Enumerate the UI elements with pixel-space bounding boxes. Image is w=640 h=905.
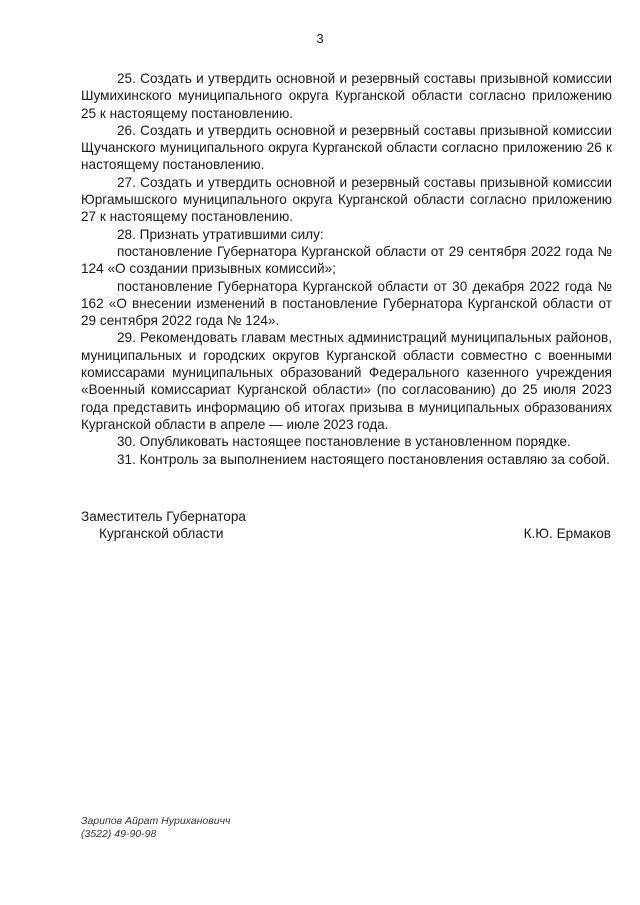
executor-name: Зарипов Айрат Нурихановичч [81,815,231,827]
paragraph-25: 25. Создать и утвердить основной и резервный составы призывной комиссии Шумихинского муниципального округа Курганской области согласно приложению 25 к настоящему постановлению. [81,71,612,121]
paragraph-29: 29. Рекомендовать главам местных администраций муниципальных районов, муниципальных и городских округов Курганской области совместно с военными комиссарами муниципальных образований Федерального казенного учреждения «Военный комиссариат Курганской области» (по согласованию) до 25 июля 2023 года представить информацию об итогах призыва в муниципальных образованиях Курганской области в апреле — июле 2023 года. [81,330,612,432]
executor-phone: (3522) 49-90-98 [81,828,157,840]
position-line-2: Курганской области [99,526,224,542]
signatory-position [81,508,246,543]
paragraph-27: 27. Создать и утвердить основной и резервный составы призывной комиссии Юргамышского муниципального округа Курганской области согласно приложению 27 к настоящему постановлению. [81,174,612,225]
paragraph-30: 30. Опубликовать настоящее постановление в установленном порядке. [117,434,571,450]
paragraph-28-item-1: постановление Губернатора Курганской области от 29 сентября 2022 года № 124 «О создании призывных комиссий»; [81,243,612,277]
document-body [81,70,612,468]
position-line-1: Заместитель Губернатора [81,509,246,524]
executor-info [81,815,230,841]
page-number: 3 [316,31,324,46]
paragraph-31: 31. Контроль за выполнением настоящего постановления оставляю за собой. [117,451,610,467]
paragraph-28: 28. Признать утратившими силу: [117,226,324,242]
paragraph-26: 26. Создать и утвердить основной и резервный составы призывной комиссии Щучанского муниципального округа Курганской области согласно приложению 26 к настоящему постановлению. [81,122,612,173]
paragraph-28-item-2: постановление Губернатора Курганской области от 30 декабря 2022 года № 162 «О внесении изменений в постановление Губернатора Курганской области от 29 сентября 2022 года № 124». [81,278,612,329]
signatory-name: К.Ю. Ермаков [523,526,611,541]
